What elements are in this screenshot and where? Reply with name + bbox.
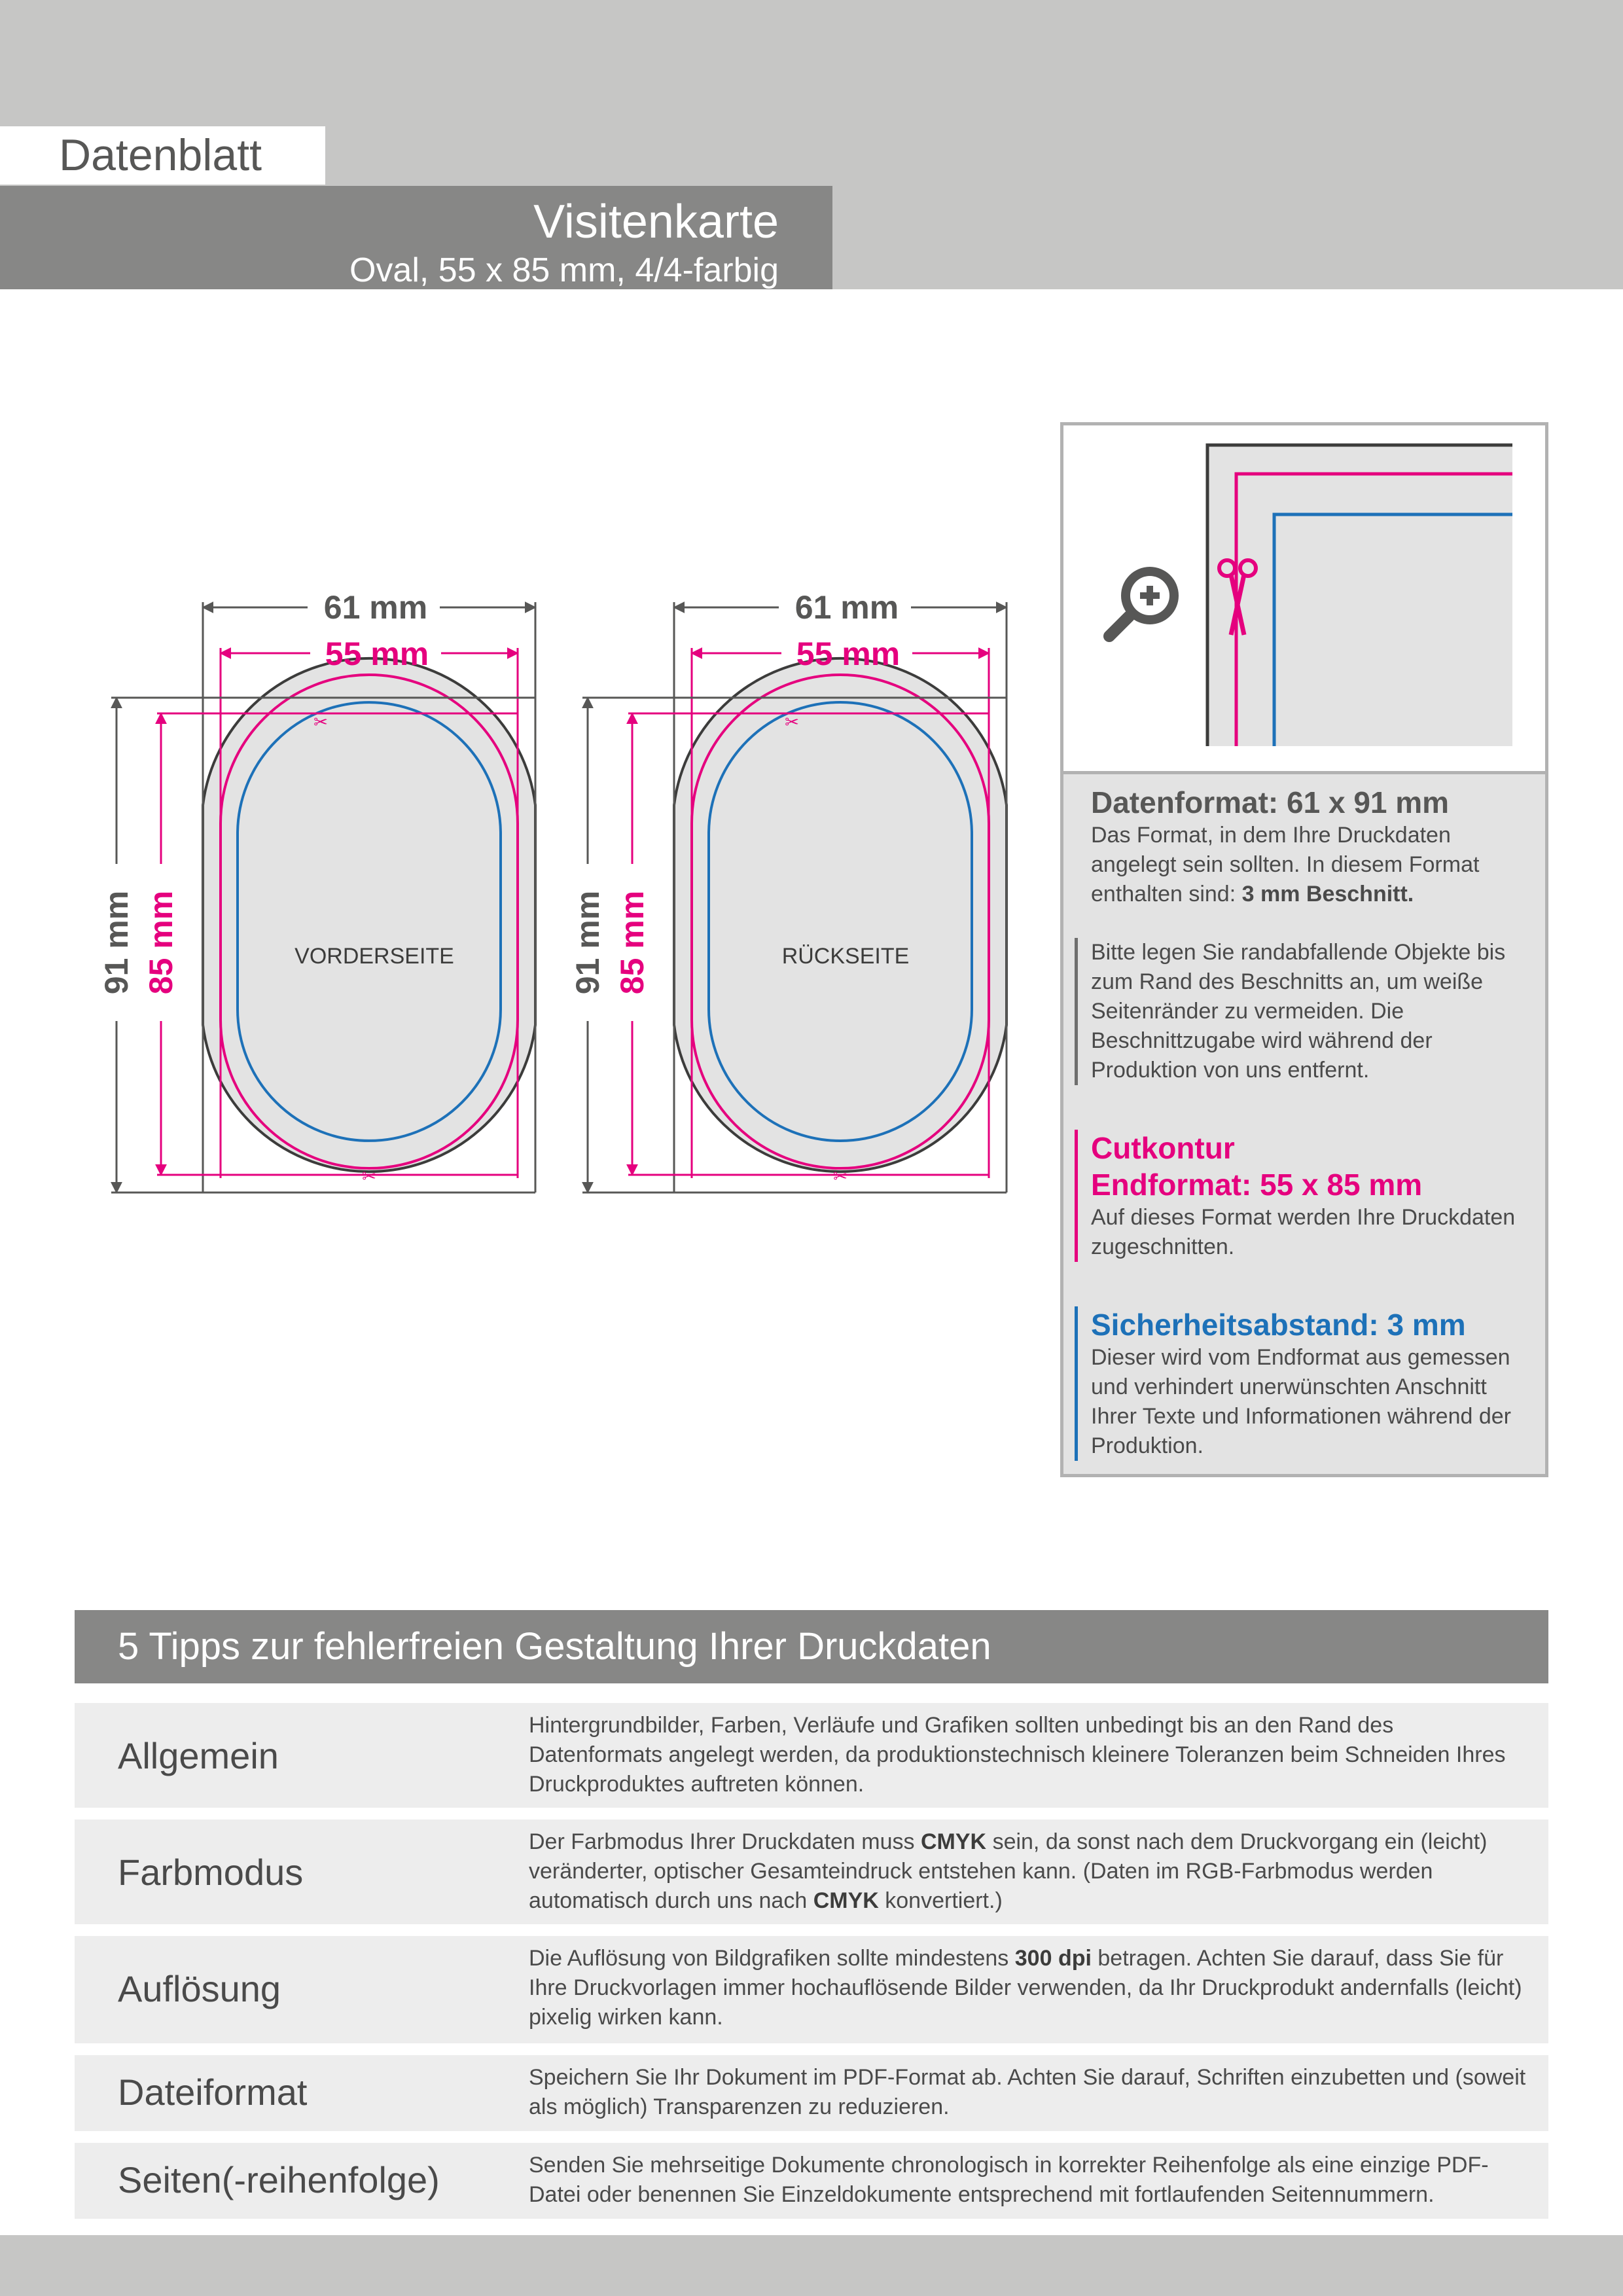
zoom-detail: [1063, 425, 1545, 774]
tip-row-farbmodus: [75, 1820, 1548, 1924]
tip-label: Allgemein: [118, 1735, 279, 1776]
tips-title: 5 Tipps zur fehlerfreien Gestaltung Ihrer Druckdaten: [75, 1610, 1548, 1683]
zoom-in-icon: [1109, 567, 1179, 636]
tip-row-seiten: [75, 2143, 1548, 2219]
tip-text: Der Farbmodus Ihrer Druckdaten muss CMYK sein, da sonst nach dem Druckvorgang ein (leicht) veränderter, optischer Gesamteindruck entstehen kann. (Daten im RGB-Farbmodus werden automatisch durch uns nach CMYK konvertiert.): [529, 1829, 1488, 1913]
sicherheit-block: [1075, 1306, 1536, 1461]
back-bleed-shape: [674, 658, 1007, 1172]
front-bleed-shape: [203, 658, 535, 1172]
back-side-label: RÜCKSEITE: [781, 944, 910, 969]
datenformat-block: [1091, 784, 1536, 909]
tip-row-aufloesung: [75, 1936, 1548, 2043]
cutkontur-heading: Cutkontur: [1091, 1131, 1235, 1165]
page-title: Visitenkarte: [533, 196, 779, 248]
endformat-text: Auf dieses Format werden Ihre Druckdaten zugeschnitten.: [1091, 1205, 1516, 1259]
back-card: [569, 589, 1007, 1193]
front-height-outer: 91 mm: [98, 890, 135, 995]
front-width-inner: 55 mm: [325, 636, 429, 672]
scissors-icon: ✂: [785, 713, 799, 732]
beschnitt-note: Bitte legen Sie randabfallende Objekte bis zum Rand des Beschnitts an, um weiße Seitenränder zu vermeiden. Die Beschnittzugabe wird während der Produktion von uns entfernt.: [1075, 938, 1536, 1085]
sicherheit-text: Dieser wird vom Endformat aus gemessen und verhindert unerwünschten Anschnitt Ihrer Texte und Informationen während der Produktion.: [1091, 1345, 1511, 1458]
back-height-outer: 91 mm: [569, 890, 606, 995]
endformat-heading: Endformat: 55 x 85 mm: [1091, 1168, 1423, 1202]
document-label: Datenblatt: [0, 126, 325, 185]
page-subtitle: Oval, 55 x 85 mm, 4/4-farbig: [349, 251, 779, 289]
tip-label: Seiten(-reihenfolge): [118, 2159, 440, 2200]
back-height-inner: 85 mm: [614, 890, 651, 995]
sicherheit-heading: Sicherheitsabstand: 3 mm: [1091, 1308, 1466, 1342]
tip-text: Hintergrundbilder, Farben, Verläufe und Grafiken sollten unbedingt bis an den Rand des Datenformats angelegt werden, da produktionstechnisch kleinere Toleranzen beim Schneiden Ihres Druckproduktes auftreten können.: [529, 1713, 1506, 1797]
title-box: [0, 186, 832, 289]
info-panel: [1060, 422, 1548, 1477]
tip-row-allgemein: [75, 1703, 1548, 1808]
back-width-inner: 55 mm: [796, 636, 901, 672]
tip-label: Dateiformat: [118, 2072, 308, 2113]
front-width-outer: 61 mm: [323, 589, 428, 626]
scissors-icon: ✂: [313, 713, 328, 732]
front-side-label: VORDERSEITE: [294, 944, 454, 969]
tip-text: Die Auflösung von Bildgrafiken sollte mindestens 300 dpi betragen. Achten Sie darauf, dass Sie für Ihre Druckvorlagen immer hochauflösende Bilder verwenden, da Ihr Druckprodukt andernfalls (leicht) pixelig wirken kann.: [529, 1946, 1522, 2030]
datenformat-text: Das Format, in dem Ihre Druckdaten angelegt sein sollten. In diesem Format enthalten sind: 3 mm Beschnitt.: [1091, 823, 1480, 906]
tip-label: Auflösung: [118, 1968, 281, 2009]
card-diagram: [0, 289, 1021, 1238]
info-text: [1091, 784, 1536, 1461]
zoom-detail-graphic: [1063, 425, 1545, 771]
tip-label: Farbmodus: [118, 1852, 304, 1893]
tip-text: Senden Sie mehrseitige Dokumente chronologisch in korrekter Reihenfolge als eine einzige PDF-Datei oder benennen Sie Einzeldokumente entsprechend mit fortlaufenden Seitennummern.: [529, 2153, 1489, 2207]
scissors-icon: ✂: [833, 1167, 847, 1187]
cutkontur-block: [1075, 1130, 1536, 1262]
datenformat-heading: Datenformat: 61 x 91 mm: [1091, 785, 1450, 819]
footer-band: [0, 2235, 1623, 2296]
front-height-inner: 85 mm: [143, 890, 179, 995]
back-width-outer: 61 mm: [794, 589, 899, 626]
front-card: [98, 589, 535, 1193]
scissors-icon: ✂: [362, 1167, 376, 1187]
tip-row-dateiformat: [75, 2055, 1548, 2131]
tip-text: Speichern Sie Ihr Dokument im PDF-Format ab. Achten Sie darauf, Schriften einzubetten und (soweit als möglich) Transparenzen zu reduzieren.: [529, 2065, 1526, 2119]
